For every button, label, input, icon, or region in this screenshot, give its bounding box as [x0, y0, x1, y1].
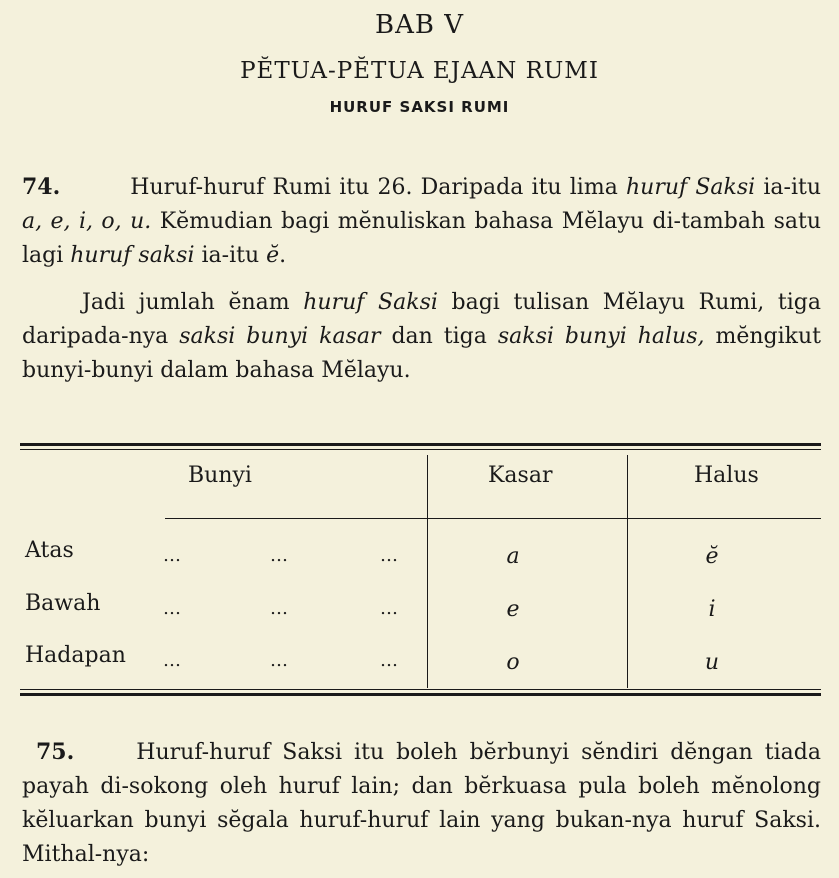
- cell-halus: ĕ: [705, 544, 719, 569]
- leader-dots: …: [163, 650, 183, 671]
- paragraph-number: 75.: [36, 739, 75, 765]
- leader-dots: …: [270, 598, 290, 619]
- leader-dots: …: [270, 545, 290, 566]
- cell-kasar: o: [506, 650, 520, 675]
- column-divider: [627, 455, 628, 688]
- leader-dots: …: [380, 650, 400, 671]
- leader-dots: …: [380, 598, 400, 619]
- chapter-title: PĔTUA-PĔTUA EJAAN RUMI: [240, 58, 599, 84]
- text: mĕngikut bunyi-bunyi dalam bahasa Mĕlayu.: [22, 324, 821, 383]
- cell-kasar: e: [506, 597, 520, 622]
- paragraph-number: 74.: [22, 174, 61, 200]
- header-kasar: Kasar: [488, 463, 553, 488]
- section-subtitle: HURUF SAKSI RUMI: [329, 98, 510, 116]
- paragraph-74: [22, 170, 821, 273]
- table-bottom-rule-thin: [20, 689, 821, 690]
- table-bottom-rule: [20, 693, 821, 696]
- italic-term: saksi bunyi kasar: [179, 324, 381, 349]
- leader-dots: …: [163, 598, 183, 619]
- chapter-heading: BAB V: [374, 10, 465, 40]
- row-label: Hadapan: [25, 643, 126, 668]
- text: Jadi jumlah ĕnam: [82, 290, 304, 315]
- leader-dots: …: [270, 650, 290, 671]
- row-label: Bawah: [25, 591, 101, 616]
- cell-kasar: a: [506, 544, 520, 569]
- text: ia-itu: [755, 175, 822, 200]
- text: ia-itu: [194, 243, 267, 268]
- table-top-rule-thin: [20, 449, 821, 450]
- table-header-rule: [165, 518, 821, 519]
- text: Huruf-huruf Saksi itu boleh bĕrbunyi sĕndiri dĕngan tiada payah di-sokong oleh huruf lain; dan bĕrkuasa pula boleh mĕnolong kĕluarkan bunyi sĕgala huruf-huruf lain yang bukan-nya huruf Saksi.: [22, 740, 821, 833]
- italic-vowels: a, e, i, o, u.: [22, 209, 152, 234]
- text: Huruf-huruf Rumi itu 26. Daripada itu lima: [130, 175, 626, 200]
- header-bunyi: Bunyi: [188, 463, 252, 488]
- text: dan tiga: [380, 324, 498, 349]
- leader-dots: …: [163, 545, 183, 566]
- header-halus: Halus: [694, 463, 759, 488]
- italic-term: huruf saksi: [70, 243, 195, 268]
- text: Mithal-nya:: [22, 842, 150, 867]
- italic-term: huruf Saksi: [303, 290, 438, 315]
- leader-dots: …: [380, 545, 400, 566]
- paragraph-74-continued: [22, 286, 821, 388]
- italic-term: huruf Saksi: [626, 175, 756, 200]
- cell-halus: i: [708, 597, 716, 622]
- text: Kĕmudian bagi mĕnuliskan bahasa Mĕlayu di-tambah satu lagi: [22, 209, 821, 268]
- text: .: [279, 243, 287, 268]
- table-top-rule: [20, 443, 821, 446]
- row-label: Atas: [25, 538, 74, 563]
- text: bagi tulisan Mĕlayu Rumi, tiga daripada-nya: [22, 290, 821, 349]
- cell-halus: u: [704, 650, 720, 675]
- italic-term: saksi bunyi halus,: [497, 324, 705, 349]
- italic-letter: ĕ: [266, 243, 280, 268]
- column-divider: [427, 455, 428, 688]
- paragraph-75: [22, 735, 821, 872]
